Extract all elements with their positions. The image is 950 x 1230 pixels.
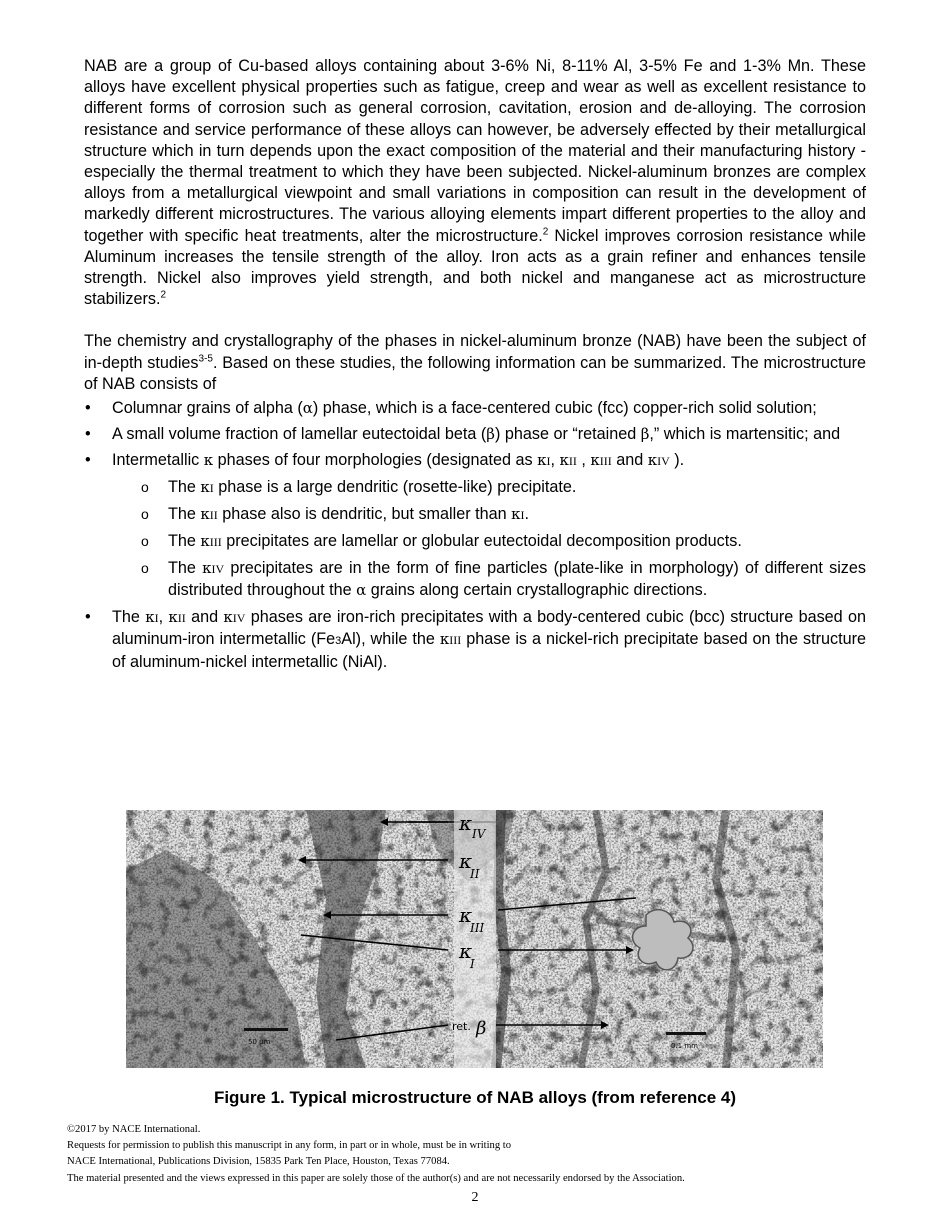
beta-symbol: β — [486, 425, 495, 444]
kappa-symbol: κ — [200, 504, 210, 523]
label-kappa-iv: κ — [459, 811, 473, 835]
bullet-text: ) phase, which is a face-centered cubic (fcc) copper-rich solid solution; — [312, 399, 817, 418]
alpha-symbol: α — [302, 399, 313, 418]
kappa-subscript: III — [449, 632, 462, 647]
kappa-symbol: κ — [168, 607, 178, 626]
kappa-symbol: κ — [647, 451, 658, 470]
microstructure-list — [84, 398, 866, 673]
bullet-text: A small volume fraction of lamellar eutectoidal beta ( — [112, 425, 487, 444]
paragraph-chemistry — [84, 331, 866, 395]
sub-bullet-text: . — [524, 504, 529, 523]
sub-bullet-text: The — [168, 477, 201, 496]
kappa-symbol: κ — [511, 504, 521, 523]
scale-bar-left — [244, 1028, 288, 1031]
sub-bullet-text: The — [168, 504, 201, 523]
kappa-symbol: κ — [202, 559, 212, 578]
paragraph-nab-composition — [84, 56, 866, 310]
label-kappa-iii-sub: III — [470, 921, 485, 935]
reference-3-5: 3-5 — [198, 353, 213, 365]
kappa-subscript: II — [209, 507, 218, 522]
kappa-subscript: II — [568, 454, 577, 469]
kappa-subscript: I — [546, 454, 551, 469]
label-kappa-iv-sub: IV — [472, 827, 486, 841]
kappa-symbol: κ — [439, 629, 450, 648]
kappa-subscript: I — [154, 610, 159, 625]
bullet-text: phase is a nickel-rich precipitate based on the structure of aluminum-nickel intermetallic (NiAl). — [112, 629, 866, 672]
bullet-text: ,” which is martensitic; and — [649, 425, 841, 444]
footer-line: NACE International, Publications Division, 15835 Park Ten Place, Houston, Texas 77084. — [67, 1156, 450, 1168]
kappa-symbol: κ — [145, 607, 155, 626]
separator: and — [611, 451, 648, 470]
sub-bullet-kappa-iv — [112, 558, 866, 601]
label-beta: β — [476, 1018, 487, 1039]
separator: and — [185, 607, 224, 626]
bullet-text: phases are iron-rich precipitates with a body-centered cubic (bcc) structure based on aluminum-iron intermetallic (Fe — [112, 607, 866, 648]
sub-bullet-kappa-i — [112, 477, 866, 499]
beta-symbol: β — [640, 425, 650, 444]
kappa-symbol: κ — [200, 477, 210, 496]
reference-2: 2 — [542, 226, 549, 238]
kappa-subscript: I — [520, 507, 525, 522]
kappa-symbol: κ — [223, 607, 233, 626]
label-kappa-i-sub: I — [470, 957, 475, 971]
paragraph-2-text-2: . Based on these studies, the following information can be summarized. The microstructure of NAB consists of — [84, 353, 867, 393]
page-body — [84, 56, 866, 678]
bullet-beta — [84, 424, 866, 445]
bullet-text: phases of four morphologies (designated as — [213, 451, 538, 470]
label-kappa-i: κ — [459, 939, 473, 963]
sub-bullet-text: phase also is dendritic, but smaller than — [217, 504, 512, 523]
microstructure-micrograph — [126, 810, 823, 1068]
separator: , — [576, 451, 591, 470]
footer-line: Requests for permission to publish this manuscript in any form, in part or in whole, must be in writing to — [67, 1140, 512, 1152]
bullet-kappa — [84, 450, 866, 601]
figure-caption: Figure 1. Typical microstructure of NAB alloys (from reference 4) — [213, 1088, 737, 1107]
sub-bullet-kappa-ii — [112, 504, 866, 526]
kappa-subscript: III — [599, 454, 612, 469]
separator: , — [158, 607, 169, 626]
reference-2b: 2 — [160, 289, 167, 301]
footer-line: The material presented and the views expressed in this paper are solely those of the author(s) and are not necessarily endorsed by the Association. — [67, 1172, 685, 1184]
separator: , — [550, 451, 560, 470]
scale-label-left: 50 µm — [248, 1038, 271, 1046]
kappa-subscript: IV — [211, 562, 225, 577]
bullet-text: ). — [669, 451, 685, 470]
paragraph-2-text: The chemistry and crystallography of the phases in nickel-aluminum bronze (NAB) have been the subject of in-depth studies — [84, 332, 866, 372]
bullet-text: The — [112, 607, 146, 626]
sub-bullet-kappa-iii — [112, 531, 866, 553]
kappa-symbol: κ — [203, 451, 214, 470]
bullet-text: Columnar grains of alpha ( — [112, 399, 303, 418]
label-retained: ret. — [452, 1020, 471, 1033]
sub-bullet-text: grains along certain crystallographic directions. — [366, 581, 708, 600]
page-number: 2 — [471, 1190, 479, 1205]
micrograph-image — [126, 810, 823, 1068]
kappa-subscript: III — [209, 535, 222, 550]
kappa-symbol: κ — [200, 532, 210, 551]
kappa-sublist — [112, 477, 866, 602]
bullet-text: Al), while the — [341, 629, 440, 648]
sub-bullet-text: precipitates are in the form of fine particles (plate-like in morphology) of different sizes distributed throughout the — [168, 559, 866, 600]
kappa-symbol: κ — [590, 451, 600, 470]
label-kappa-iii: κ — [459, 903, 473, 927]
kappa-subscript: IV — [232, 610, 246, 625]
bullet-text: Intermetallic — [112, 451, 204, 470]
footer-copyright — [67, 1122, 887, 1187]
scale-bar-right — [666, 1032, 706, 1035]
scale-label-right: 0.1 mm — [671, 1042, 698, 1050]
paragraph-1-text-2: Nickel improves corrosion resistance while Aluminum increases the tensile strength of the alloy. Iron acts as a grain refiner and enhances tensile strength. Nickel also improves yield strength, and both nickel and manganese act as microstructure stabilizers. — [84, 226, 867, 309]
bullet-text: ) phase or “retained — [494, 425, 641, 444]
label-kappa-ii: κ — [459, 849, 473, 873]
label-kappa-ii-sub: II — [470, 867, 480, 881]
kappa-symbol: κ — [559, 451, 569, 470]
sub-bullet-text: The — [168, 559, 203, 578]
formula-subscript: 3 — [335, 634, 342, 647]
kappa-subscript: IV — [657, 454, 670, 469]
bullet-iron-rich — [84, 607, 866, 674]
sub-bullet-text: The — [168, 532, 201, 551]
kappa-subscript: II — [177, 610, 186, 625]
alpha-symbol: α — [356, 581, 367, 600]
footer-line: ©2017 by NACE International. — [67, 1124, 201, 1135]
bullet-alpha — [84, 398, 866, 419]
kappa-subscript: I — [209, 480, 214, 495]
kappa-symbol: κ — [537, 451, 547, 470]
sub-bullet-text: precipitates are lamellar or globular eutectoidal decomposition products. — [221, 532, 742, 551]
sub-bullet-text: phase is a large dendritic (rosette-like) precipitate. — [213, 477, 577, 496]
paragraph-1-text: NAB are a group of Cu-based alloys containing about 3-6% Ni, 8-11% Al, 3-5% Fe and 1-3% Mn. These alloys have excellent physical properties such as fatigue, creep and wear as well as excellent resistance to different forms of corrosion such as general corrosion, cavitation, erosion and de-alloying. The corrosion resistance and service performance of these alloys can however, be adversely effected by their metallurgical structure which in turn depends upon the exact composition of the material and their manufacturing history - especially the thermal treatment to which they have been subjected. Nickel-aluminum bronzes are complex alloys from a metallurgical viewpoint and small variations in composition can result in the development of markedly different microstructures. The various alloying elements impart different properties to the alloy and together with specific heat treatments, alter the microstructure. — [84, 57, 866, 245]
